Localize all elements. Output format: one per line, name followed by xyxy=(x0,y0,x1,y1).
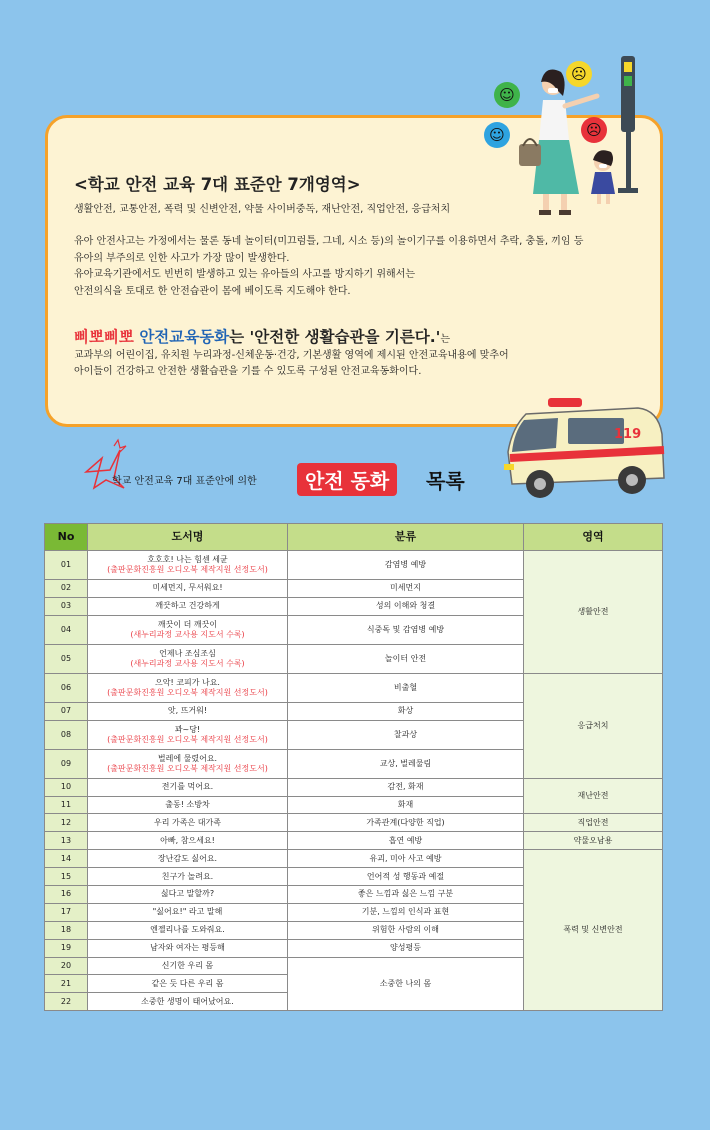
row-no: 17 xyxy=(45,903,88,921)
row-title xyxy=(88,720,288,749)
intro-body-line: 유아 안전사고는 가정에서는 물론 동네 놀이터(미끄럼틀, 그네, 시소 등)의 놀이기구를 이용하면서 추락, 충돌, 끼임 등 xyxy=(74,236,584,247)
row-no: 05 xyxy=(45,644,88,673)
intro-headline xyxy=(74,325,450,347)
row-title: 전기를 먹어요. xyxy=(88,778,288,796)
intro-desc-line: 교과부의 어린이집, 유치원 누리과정-신체운동·건강, 기본생활 영역에 제시된 안전교육내용에 맞추어 xyxy=(74,350,509,361)
table-row xyxy=(45,814,663,832)
green-smile-face-icon: ☺ xyxy=(494,82,520,108)
headline-brand: 삐뽀삐뽀 xyxy=(74,328,134,346)
row-category: 유괴, 미아 사고 예방 xyxy=(288,850,524,868)
row-no: 14 xyxy=(45,850,88,868)
intro-body xyxy=(74,234,583,300)
row-no: 22 xyxy=(45,993,88,1011)
table-header-row xyxy=(45,524,663,551)
row-title xyxy=(88,551,288,580)
table-row xyxy=(45,778,663,796)
intro-body-line: 유아의 부주의로 인한 사고가 가장 많이 발생한다. xyxy=(74,252,290,264)
row-area: 약물오남용 xyxy=(524,832,663,850)
row-area: 응급처치 xyxy=(524,673,663,778)
heading-subtext: 학교 안전교육 7대 표준안에 의한 xyxy=(112,476,257,487)
row-category: 가족관계(다양한 직업) xyxy=(288,814,524,832)
heading-badge: 안전 동화 xyxy=(297,463,397,496)
row-title: 싫다고 말할까? xyxy=(88,886,288,904)
book-title: 벌레에 물렸어요. xyxy=(157,753,218,763)
row-title: 우리 가족은 대가족 xyxy=(88,814,288,832)
book-note: (출판문화진흥원 오디오북 제작지원 선정도서) xyxy=(107,687,268,697)
row-category: 찰과상 xyxy=(288,720,524,749)
row-category: 좋은 느낌과 싫은 느낌 구분 xyxy=(288,886,524,904)
intro-body-line: 유아교육기관에서도 빈번히 발생하고 있는 유아들의 사고를 방지하기 위해서는 xyxy=(74,269,416,280)
header-category: 분류 xyxy=(288,524,524,551)
heading-tail: 목록 xyxy=(426,469,465,493)
row-title: 장난감도 싫어요. xyxy=(88,850,288,868)
row-no: 01 xyxy=(45,551,88,580)
book-note: (출판문화진흥원 오디오북 제작지원 선정도서) xyxy=(107,565,268,574)
row-no: 10 xyxy=(45,778,88,796)
row-title: 깨끗하고 건강하게 xyxy=(88,597,288,615)
row-title: 같은 듯 다른 우리 몸 xyxy=(88,975,288,993)
row-no: 15 xyxy=(45,868,88,886)
red-sad-face-icon: ☹ xyxy=(581,117,607,143)
book-title: 언제나 조심조심 xyxy=(159,648,216,658)
table-row xyxy=(45,551,663,580)
row-no: 13 xyxy=(45,832,88,850)
row-category: 소중한 나의 몸 xyxy=(288,957,524,1011)
row-title xyxy=(88,749,288,778)
row-title xyxy=(88,644,288,673)
book-title: 으악! 코피가 나요. xyxy=(155,677,220,687)
row-no: 02 xyxy=(45,580,88,598)
row-no: 03 xyxy=(45,597,88,615)
intro-subtitle: 생활안전, 교통안전, 폭력 및 신변안전, 약물 사이버중독, 재난안전, 직업안전, 응급처치 xyxy=(74,204,451,215)
row-no: 04 xyxy=(45,615,88,644)
table-row xyxy=(45,673,663,702)
row-category: 기분, 느낌의 인식과 표현 xyxy=(288,903,524,921)
mother-child-illustration xyxy=(505,44,645,220)
row-category: 감전, 화재 xyxy=(288,778,524,796)
row-area: 재난안전 xyxy=(524,778,663,814)
book-note: (새누리과정 교사용 지도서 수록) xyxy=(130,629,245,639)
intro-body-line: 안전의식을 토대로 한 안전습관이 몸에 베이도록 지도해야 한다. xyxy=(74,285,351,297)
row-no: 16 xyxy=(45,886,88,904)
row-category: 흡연 예방 xyxy=(288,832,524,850)
row-category: 미세먼지 xyxy=(288,580,524,598)
row-area: 직업안전 xyxy=(524,814,663,832)
header-area: 영역 xyxy=(524,524,663,551)
header-title: 도서명 xyxy=(88,524,288,551)
row-category: 감염병 예방 xyxy=(288,551,524,580)
row-title: 친구가 놀려요. xyxy=(88,868,288,886)
row-category: 위험한 사람의 이해 xyxy=(288,921,524,939)
row-no: 19 xyxy=(45,939,88,957)
row-no: 08 xyxy=(45,720,88,749)
row-no: 07 xyxy=(45,702,88,720)
book-note: (출판문화진흥원 오디오북 제작지원 선정도서) xyxy=(107,734,268,744)
row-no: 20 xyxy=(45,957,88,975)
book-title: 깨끗이 더 깨끗이 xyxy=(157,619,218,629)
header-no: No xyxy=(45,524,88,551)
row-category: 언어적 성 행동과 예절 xyxy=(288,868,524,886)
yellow-neutral-face-icon: ☹ xyxy=(566,61,592,87)
row-title: 소중한 생명이 태어났어요. xyxy=(88,993,288,1011)
row-category: 화재 xyxy=(288,796,524,814)
row-title: 남자와 여자는 평등해 xyxy=(88,939,288,957)
row-category: 양성평등 xyxy=(288,939,524,957)
row-area: 생활안전 xyxy=(524,551,663,674)
row-title xyxy=(88,615,288,644)
book-list-heading xyxy=(84,438,504,498)
row-title: 엔젤리나를 도와줘요. xyxy=(88,921,288,939)
row-title: 신기한 우리 몸 xyxy=(88,957,288,975)
row-title: 아빠, 참으세요! xyxy=(88,832,288,850)
table-row xyxy=(45,850,663,868)
row-no: 18 xyxy=(45,921,88,939)
row-category: 놀이터 안전 xyxy=(288,644,524,673)
row-title: 미세먼지, 무서워요! xyxy=(88,580,288,598)
row-no: 09 xyxy=(45,749,88,778)
headline-series: 안전교육동화 xyxy=(139,328,230,346)
row-title: 앗, 뜨거워! xyxy=(88,702,288,720)
row-area: 폭력 및 신변안전 xyxy=(524,850,663,1011)
book-title: 호호호! 나는 힘센 세균 xyxy=(147,555,228,564)
row-no: 12 xyxy=(45,814,88,832)
row-category: 성의 이해와 청결 xyxy=(288,597,524,615)
row-category: 교상, 벌레물림 xyxy=(288,749,524,778)
intro-title: <학교 안전 교육 7대 표준안 7개영역> xyxy=(74,175,361,194)
row-category: 비출혈 xyxy=(288,673,524,702)
row-no: 11 xyxy=(45,796,88,814)
intro-desc-line: 아이들이 건강하고 안전한 생활습관을 기를 수 있도록 구성된 안전교육동화이다. xyxy=(74,366,422,377)
book-note: (출판문화진흥원 오디오북 제작지원 선정도서) xyxy=(107,763,268,773)
row-title: "싫어요!" 라고 말해 xyxy=(88,903,288,921)
blue-smile-face-icon: ☺ xyxy=(484,122,510,148)
ambulance-number: 119 xyxy=(614,427,642,442)
row-no: 06 xyxy=(45,673,88,702)
book-title: 꽈~당! xyxy=(174,724,201,734)
row-no: 21 xyxy=(45,975,88,993)
intro-description xyxy=(74,348,509,380)
row-category: 화상 xyxy=(288,702,524,720)
book-note: (새누리과정 교사용 지도서 수록) xyxy=(130,658,245,668)
book-list-table xyxy=(44,523,663,1011)
row-title xyxy=(88,673,288,702)
row-title: 출동! 소방차 xyxy=(88,796,288,814)
ambulance-illustration xyxy=(498,394,670,504)
table-row xyxy=(45,832,663,850)
headline-slogan: 는 '안전한 생활습관을 기른다.' xyxy=(229,328,441,346)
row-category: 식중독 및 감염병 예방 xyxy=(288,615,524,644)
headline-suffix: 는 xyxy=(440,334,451,345)
